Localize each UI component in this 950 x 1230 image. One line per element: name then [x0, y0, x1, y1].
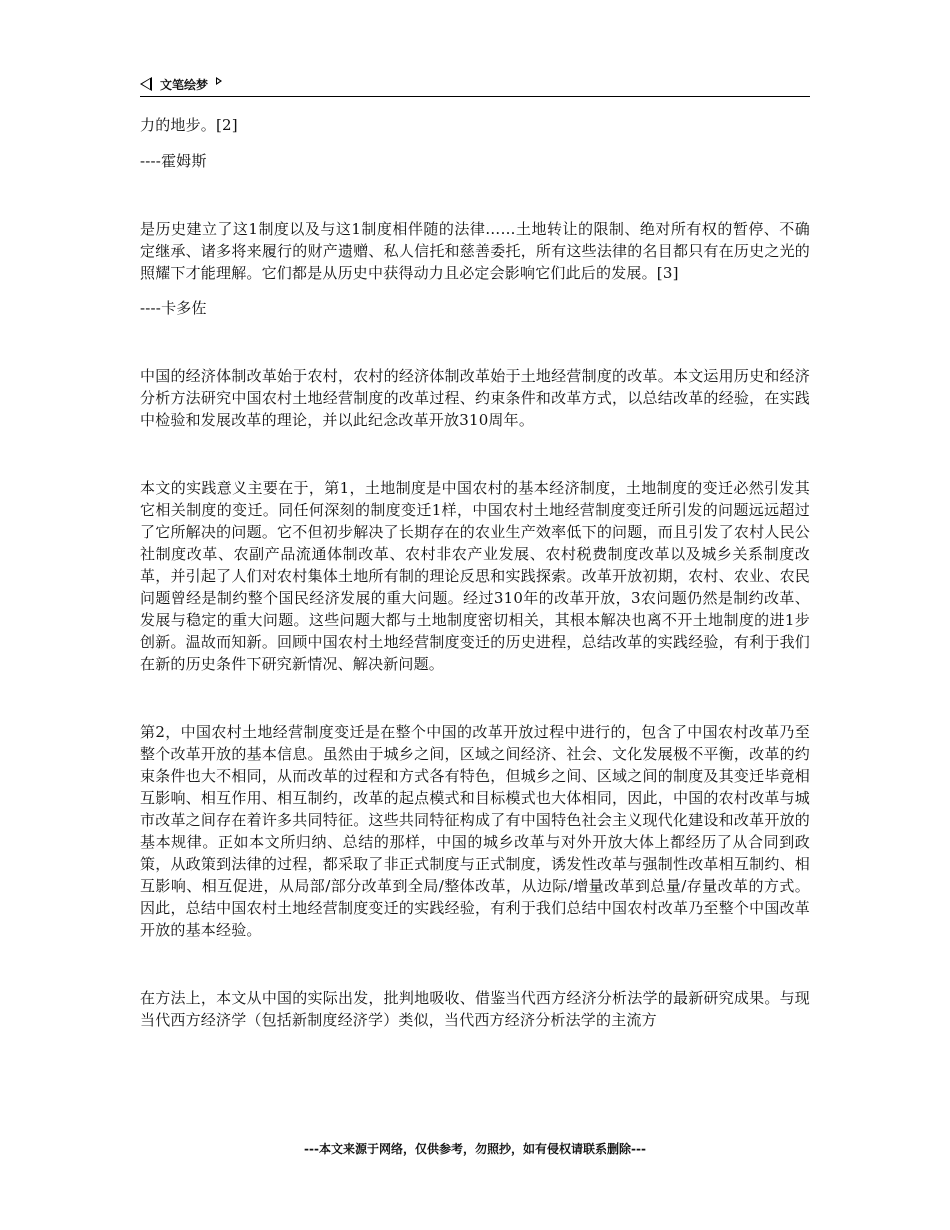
- quote-cardozo: 是历史建立了这1制度以及与这1制度相伴随的法律……土地转让的限制、绝对所有权的暂停、不确定继承、诸多将来履行的财产遗赠、私人信托和慈善委托，所有这些法律的名目都只有在历史之光的照耀下才能理解。它们都是从历史中获得动力且必定会影响它们此后的发展。[3]: [140, 220, 810, 282]
- paragraph-practical-significance: 本文的实践意义主要在于，第1，土地制度是中国农村的基本经济制度，土地制度的变迁必然引发其它相关制度的变迁。同任何深刻的制度变迁1样，中国农村土地经营制度变迁所引发的问题远远超过了它所解决的问题。它不但初步解决了长期存在的农业生产效率低下的问题，而且引发了农村人民公社制度改革、农副产品流通体制改革、农村非农产业发展、农村税费制度改革以及城乡关系制度改革，并引起了人们对农村集体土地所有制的理论反思和实践探索。改革开放初期，农村、农业、农民问题曾经是制约整个国民经济发展的重大问题。经过310年的改革开放，3农问题仍然是制约改革、发展与稳定的重大问题。这些问题大都与土地制度密切相关，其根本解决也离不开土地制度的进1步创新。温故而知新。回顾中国农村土地经营制度变迁的历史进程，总结改革的实践经验，有利于我们在新的历史条件下研究新情况、解决新问题。: [140, 479, 810, 673]
- paragraph-continuation: 力的地步。[2]: [140, 116, 238, 134]
- paragraph-method: 在方法上，本文从中国的实际出发，批判地吸收、借鉴当代西方经济分析法学的最新研究成果。与现当代西方经济学（包括新制度经济学）类似，当代西方经济分析法学的主流方: [140, 989, 810, 1029]
- triangle-right-icon: [216, 77, 222, 85]
- header-title: 文笔绘梦: [160, 77, 209, 92]
- document-body: [140, 110, 810, 1031]
- triangle-left-icon: [140, 77, 152, 91]
- paragraph-second-point: 第2，中国农村土地经营制度变迁是在整个中国的改革开放过程中进行的，包含了中国农村改革乃至整个改革开放的基本信息。虽然由于城乡之间，区域之间经济、社会、文化发展极不平衡，改革的约束条件也大不相同，从而改革的过程和方式各有特色，但城乡之间、区域之间的制度及其变迁毕竟相互影响、相互作用、相互制约，改革的起点模式和目标模式也大体相同，因此，中国的农村改革与城市改革之间存在着许多共同特征。这些共同特征构成了有中国特色社会主义现代化建设和改革开放的基本规律。正如本文所归纳、总结的那样，中国的城乡改革与对外开放大体上都经历了从合同到政策，从政策到法律的过程，都采取了非正式制度与正式制度，诱发性改革与强制性改革相互制约、相互影响、相互促进，从局部/部分改革到全局/整体改革，从边际/增量改革到总量/存量改革的方式。因此，总结中国农村土地经营制度变迁的实践经验，有利于我们总结中国农村改革乃至整个中国改革开放的基本经验。: [140, 723, 810, 939]
- quote-attribution-holmes: ----霍姆斯: [140, 152, 207, 170]
- paragraph-intro: 中国的经济体制改革始于农村，农村的经济体制改革始于土地经营制度的改革。本文运用历史和经济分析方法研究中国农村土地经营制度的改革过程、约束条件和改革方式，以总结改革的经验，在实践中检验和发展改革的理论，并以此纪念改革开放310周年。: [140, 367, 810, 429]
- page-header: [140, 72, 810, 97]
- page-footer: ---本文来源于网络，仅供参考，勿照抄，如有侵权请联系删除---: [304, 1142, 646, 1156]
- quote-attribution-cardozo: ----卡多佐: [140, 299, 207, 317]
